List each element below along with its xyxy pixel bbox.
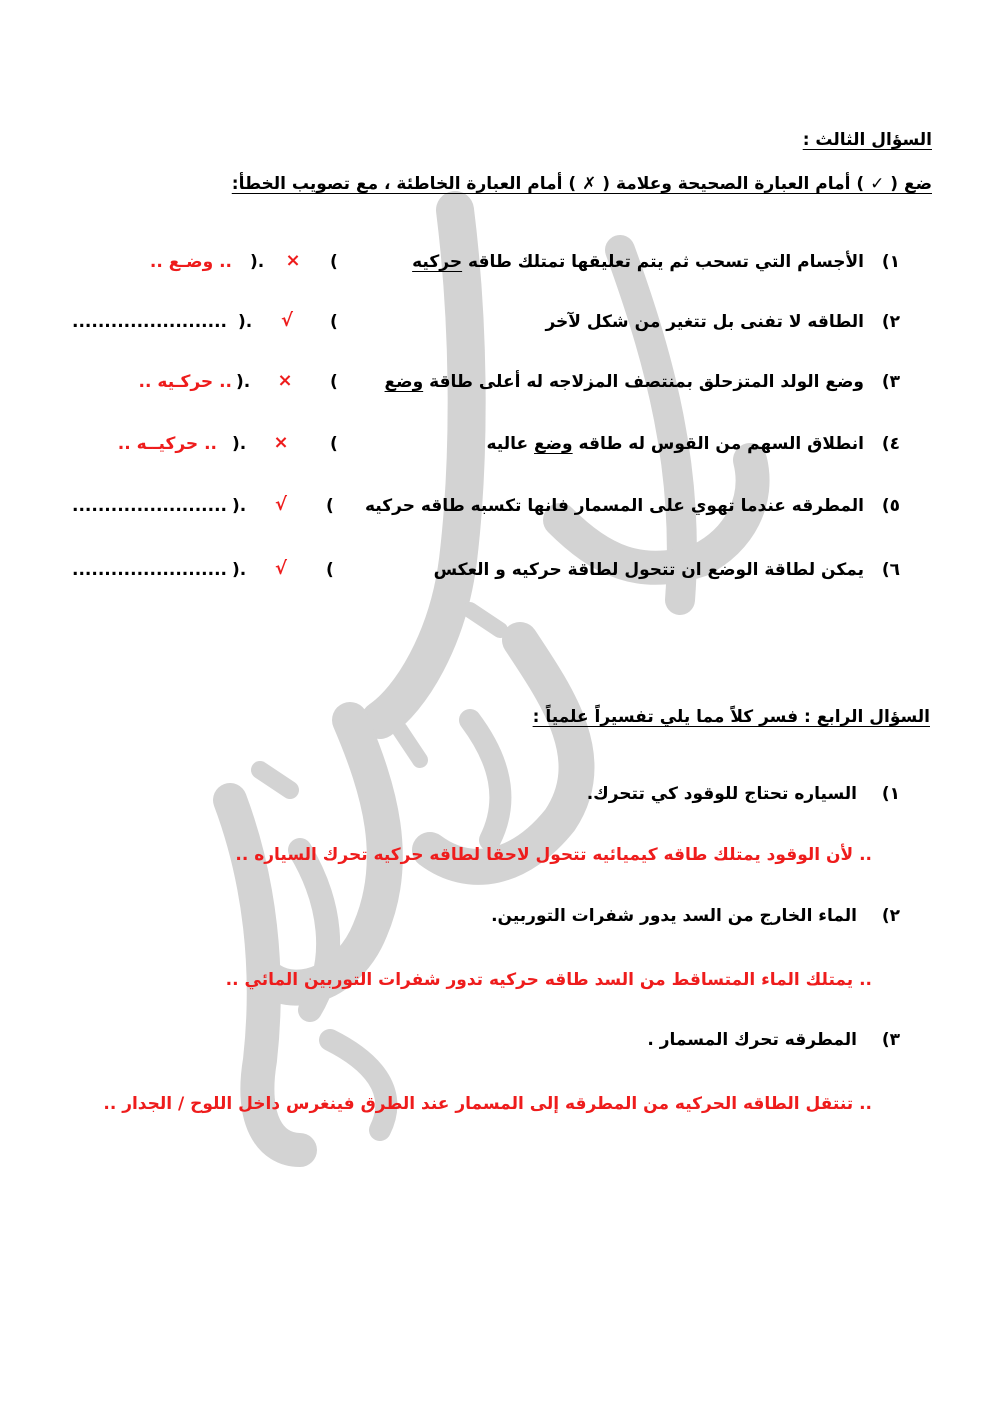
answer-text: .. لأن الوقود يمتلك طاقه كيميائيه تتحول لاحقا لطاقه حركيه تحرك السياره ..	[235, 845, 872, 865]
correction-text: .. وضـع ..	[149, 252, 232, 272]
question-text: المطرقه تحرك المسمار .	[647, 1030, 857, 1050]
wrong-mark: ×	[277, 370, 293, 391]
item-number: ٢)	[881, 906, 900, 926]
open-paren: (	[330, 252, 338, 272]
close-paren: ).	[238, 312, 253, 332]
underlined-word: وضع	[384, 372, 424, 392]
statement-text: الطاقه لا تفنى بل تتغير من شكل لآخر	[545, 312, 864, 332]
question-text: الماء الخارج من السد يدور شفرات التوربين.	[491, 906, 857, 926]
underlined-word: وضع	[534, 434, 573, 454]
answer-text: .. يمتلك الماء المتساقط من السد طاقه حركيه تدور شفرات التوربين المائي ..	[225, 970, 872, 990]
item-number: ٤)	[881, 434, 900, 454]
open-paren: (	[330, 434, 338, 454]
check-mark: √	[274, 558, 287, 579]
item-number: ١)	[881, 784, 900, 804]
correction-blank: ........................	[72, 496, 227, 516]
open-paren: (	[330, 312, 338, 332]
item-number: ٣)	[881, 1030, 900, 1050]
q3-instruction: ضع ( ✓ ) أمام العبارة الصحيحة وعلامة ( ✗ ) أمام العبارة الخاطئة ، مع تصويب الخطأ:	[231, 174, 932, 194]
q4-title: السؤال الرابع : فسر كلاً مما يلي تفسيراً علمياً :	[532, 707, 930, 727]
underlined-word: حركيه	[412, 252, 463, 272]
check-mark: √	[274, 494, 287, 515]
correction-blank: ........................	[72, 312, 227, 332]
close-paren: ).	[232, 496, 247, 516]
close-paren: ).	[236, 372, 251, 392]
answer-text: .. تنتقل الطاقه الحركيه من المطرقه إلى المسمار عند الطرق فينغرس داخل اللوح / الجدار ..	[103, 1094, 872, 1114]
wrong-mark: ×	[273, 432, 289, 453]
close-paren: ).	[232, 560, 247, 580]
statement-text: الأجسام التي تسحب ثم يتم تعليقها تمتلك طاقه حركيه	[412, 252, 864, 272]
statement-text: المطرقه عندما تهوي على المسمار فانها تكسبه طاقه حركيه	[364, 496, 864, 516]
statement-text: انطلاق السهم من القوس له طاقه وضع عاليه	[486, 434, 864, 454]
open-paren: (	[326, 496, 334, 516]
check-mark: √	[280, 310, 293, 331]
item-number: ٦)	[881, 560, 900, 580]
item-number: ٢)	[881, 312, 900, 332]
close-paren: ).	[250, 252, 265, 272]
statement-text: وضع الولد المتزحلق بمنتصف المزلاجه له أعلى طاقة وضع	[384, 372, 864, 392]
close-paren: ).	[232, 434, 247, 454]
q3-title: السؤال الثالث :	[802, 130, 932, 150]
open-paren: (	[330, 372, 338, 392]
item-number: ٥)	[881, 496, 900, 516]
question-text: السياره تحتاج للوقود كي تتحرك.	[586, 784, 857, 804]
correction-text: .. حركيــه ..	[117, 434, 217, 454]
correction-blank: ........................	[72, 560, 227, 580]
statement-text: يمكن لطاقة الوضع ان تتحول لطاقة حركيه و العكس	[433, 560, 864, 580]
item-number: ٣)	[881, 372, 900, 392]
open-paren: (	[326, 560, 334, 580]
item-number: ١)	[881, 252, 900, 272]
correction-text: .. حركـيه ..	[138, 372, 232, 392]
wrong-mark: ×	[285, 250, 301, 271]
